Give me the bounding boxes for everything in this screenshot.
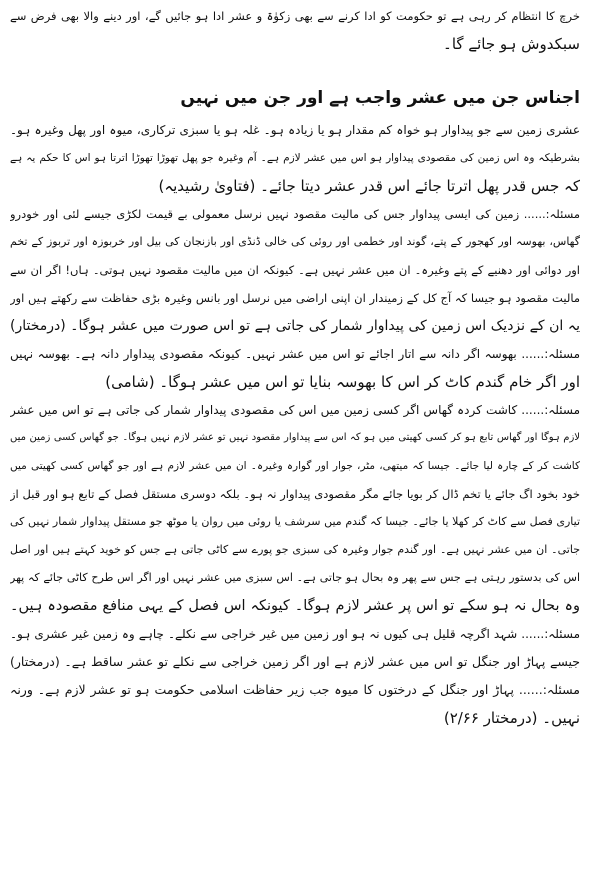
text-line: خرچ کا انتظام کر رہی ہے تو حکومت کو ادا کرنے سے بھی زکوٰۃ و عشر ادا ہو جائیں گے، اور دینے والا بھی فرض سے xyxy=(10,9,580,23)
text-line: تیاری فصل سے کاٹ کر کھلا یا جائے۔ جیسا کہ گندم میں سرشف یا روئی میں روان یا موٹھ جو مستقل پیداوار شمار نہیں کی xyxy=(10,515,580,528)
text-line: بشرطیکہ وہ اس زمین کی مقصودی پیداوار ہو اس میں عشر لازم ہے۔ آم وغیرہ جو پھل تھوڑا تھوڑا اترتا ہو اس کا حکم یہ ہے xyxy=(10,152,580,164)
reference-line: نہیں۔ (درمختار ۲/۶۶) xyxy=(443,709,580,727)
text-line: گھاس، بھوسہ اور کھجور کے پتے، گوند اور خطمی اور روئی کی خالی ڈنڈی اور بازنجان کی بیل اور خربوزہ اور تربوز کے تخم xyxy=(10,235,580,248)
section-heading: اجناس جن میں عشر واجب ہے اور جن میں نہیں xyxy=(180,88,580,108)
text-line: جاتی۔ ان میں عشر نہیں ہے۔ اور گندم جوار وغیرہ کی سبزی جو پورے سے کاٹی جاتی ہے جس کو خوید کہتے ہیں اور اصل xyxy=(10,543,580,556)
masala-line: مسئلہ:...... زمین کی ایسی پیداوار جس کی مالیت مقصود نہیں نرسل معمولی بے قیمت لکڑی جیسے لئی اور خودرو xyxy=(10,207,580,221)
text-line: یہ ان کے نزدیک اس زمین کی پیداوار شمار کی جاتی ہے تو اس صورت میں عشر ہوگا۔ (درمختار) xyxy=(10,318,580,334)
text-line: مالیت مقصود ہو جیسا کہ آج کل کے زمیندار ان اپنی اراضی میں نرسل اور بانس وغیرہ بڑی حفاظت سے رکھتے ہیں اور xyxy=(10,291,580,305)
text-line: کاشت کر کے چارہ لیا جائے۔ جیسا کہ میتھی، مٹر، جوار اور گوارہ وغیرہ۔ ان میں عشر لازم ہے اور جو گھاس کسی کھیتی میں xyxy=(10,460,580,472)
masala-line: مسئلہ:...... بھوسہ اگر دانہ سے اتار اجائے تو اس میں عشر نہیں۔ کیونکہ مقصودی پیداوار دانہ ہے۔ بھوسہ نہیں xyxy=(10,347,580,361)
text-line: لازم ہوگا اور گھاس تابع ہو کر کسی کھیتی میں ہو کہ اس سے پیداوار مقصود نہیں تو عشر لازم نہیں ہوگا۔ جو گھاس کسی زمین میں xyxy=(10,432,580,443)
text-line: سبکدوش ہو جائے گا۔ xyxy=(443,35,580,53)
text-line: اس کی بدستور رہتی ہے جس سے پھر وہ بحال ہو جاتی ہے۔ اس سبزی میں عشر نہیں اور اگر اس طرح کاٹی جائے کہ پھر xyxy=(10,571,580,584)
text-line: خود بخود اگ جائے یا تخم ڈال کر بویا جائے مگر مقصودی پیداوار نہ ہو۔ بلکہ دوسری مستقل فصل کے تابع ہو اور قبل از xyxy=(10,487,580,501)
text-line: وہ بحال نہ ہو سکے تو اس پر عشر لازم ہوگا۔ کیونکہ اس فصل کے یہی منافع مقصودہ ہیں۔ xyxy=(10,598,580,614)
text-line: اور دوائی اور دھنیے کے پتے وغیرہ۔ ان میں عشر نہیں ہے۔ کیونکہ ان میں مالیت مقصود نہیں ہوتی۔ ہاں! اگر ان سے xyxy=(10,263,580,277)
masala-line: مسئلہ:...... پہاڑ اور جنگل کے درختوں کا میوہ جب زیر حفاظت اسلامی حکومت ہو تو عشر لازم ہے۔ ورنہ xyxy=(10,682,580,697)
text-line: کہ جس قدر پھل اترتا جائے اس قدر عشر دیتا جائے۔ (فتاویٰ رشیدیہ) xyxy=(158,177,580,195)
text-line: اور اگر خام گندم کاٹ کر اس کا بھوسہ بنایا تو اس میں عشر ہوگا۔ (شامی) xyxy=(105,373,580,391)
text-line: جیسے پہاڑ اور جنگل تو اس میں عشر لازم ہے اور اگر زمین خراجی سے نکلے تو عشر ساقط ہے۔ (درمختار) xyxy=(10,654,580,669)
masala-line: مسئلہ:...... شہد اگرچہ قلیل ہی کیوں نہ ہو اور زمین میں غیر خراجی سے نکلے۔ چاہے وہ زمین غیر عشری ہو۔ xyxy=(10,627,580,641)
masala-line: مسئلہ:...... کاشت کردہ گھاس اگر کسی زمین میں اس کی مقصودی پیداوار شمار کی جاتی ہے تو اس میں عشر xyxy=(10,403,580,417)
text-line: عشری زمین سے جو پیداوار ہو خواہ کم مقدار ہو یا زیادہ ہو۔ غلہ ہو یا سبزی ترکاری، میوہ اور پھل وغیرہ ہو۔ xyxy=(10,123,580,137)
